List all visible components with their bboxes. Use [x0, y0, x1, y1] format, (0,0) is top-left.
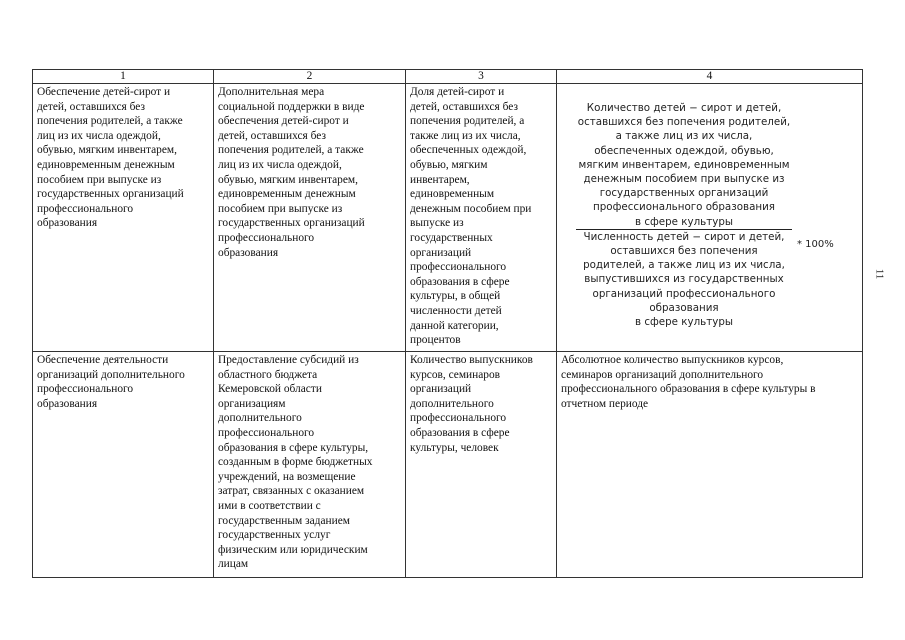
row2-activity-text: Обеспечение деятельности организаций дополнительного профессионального образования — [37, 354, 185, 410]
table-row — [33, 352, 863, 578]
row1-formula-cell — [557, 84, 863, 352]
header-col-1: 1 — [33, 70, 214, 84]
row1-activity-text: Обеспечение детей-сирот и детей, оставшихся без попечения родителей, а также лиц из их числа одеждой, обувью, мягким инвентарем, единовременным денежным пособием при выпуске из государственных организаций профессионального образования — [37, 86, 184, 230]
table-header-row — [33, 70, 863, 84]
formula-denominator: Численность детей − сирот и детей, оставшихся без попечения родителей, а также лиц из их числа, выпустившихся из государственных организаций профессионального образования в сфере культуры — [583, 230, 785, 329]
row2-indicator — [406, 352, 557, 578]
row1-indicator — [406, 84, 557, 352]
row2-method — [557, 352, 863, 578]
row1-measure-text: Дополнительная мера социальной поддержки в виде обеспечения детей-сирот и детей, оставшихся без попечения родителей, а также лиц из их числа одеждой, обувью, мягким инвентарем, единовременным денежным пособием при выпуске из государственных организаций профессионального образования — [218, 86, 365, 259]
row1-measure — [214, 84, 406, 352]
row2-indicator-text: Количество выпускников курсов, семинаров организаций дополнительного профессионального образования в сфере культуры, человек — [410, 354, 533, 454]
header-col-3: 3 — [406, 70, 557, 84]
page-number: 11 — [873, 268, 886, 280]
formula-container — [561, 85, 858, 350]
header-col-4: 4 — [557, 70, 863, 84]
header-col-2: 2 — [214, 70, 406, 84]
row2-measure-text: Предоставление субсидий из областного бюджета Кемеровской области организациям дополнительного профессионального образования в сфере культуры, созданным в форме бюджетных учреждений, на возмещение затрат, связанных с оказанием ими в соответствии с государственным заданием государственных услуг физическим или юридическим лицам — [218, 354, 373, 571]
row2-measure — [214, 352, 406, 578]
formula-fraction — [574, 101, 794, 329]
indicator-table — [32, 69, 863, 578]
formula-multiplier: * 100% — [797, 239, 834, 250]
row2-method-text: Абсолютное количество выпускников курсов, семинаров организаций дополнительного профессионального образования в сфере культуры в отчетном периоде — [561, 354, 816, 410]
table-row — [33, 84, 863, 352]
row2-activity — [33, 352, 214, 578]
row1-activity — [33, 84, 214, 352]
row1-indicator-text: Доля детей-сирот и детей, оставшихся без попечения родителей, а также лиц из их числа, обеспеченных одеждой, обувью, мягким инвентарем, единовременным денежным пособием при выпуске из государственных организаций профессионального образования в сфере культуры, в общей численности детей данной категории, процентов — [410, 86, 532, 347]
formula-numerator: Количество детей − сирот и детей, оставшихся без попечения родителей, а также лиц из их числа, обеспеченных одеждой, обувью, мягким инвентарем, единовременным денежным пособием при выпуске из государственных организаций профессионального образования в сфере культуры — [577, 102, 791, 228]
